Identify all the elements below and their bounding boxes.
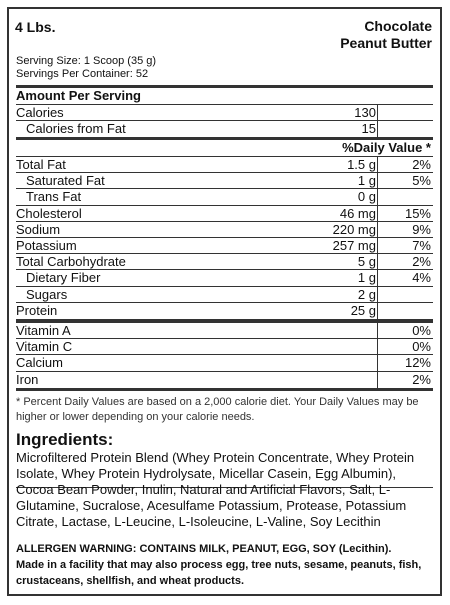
nutrient-name: Potassium (16, 238, 77, 253)
daily-value-label: %Daily Value * (342, 140, 431, 155)
container-size: 4 Lbs. (15, 19, 56, 35)
facility-warning: Made in a facility that may also process egg, tree nuts, sesame, peanuts, fish, crustaceans, shellfish, and wheat products. (16, 559, 422, 587)
nutrient-name: Sugars (26, 286, 68, 302)
nutrient-amount: 0 g (357, 189, 376, 205)
nutrient-amount: 220 mg (332, 221, 376, 237)
nutrient-row (16, 188, 433, 205)
nutrient-amount: 25 g (350, 302, 376, 318)
vitamin-percent: 12% (404, 355, 431, 371)
flavor-name (340, 18, 432, 52)
nutrition-facts-panel (7, 7, 442, 596)
vitamin-name: Vitamin A (16, 323, 71, 338)
calories-label: Calories (16, 105, 64, 120)
nutrient-percent: 2% (412, 157, 431, 172)
nutrient-name: Protein (16, 302, 58, 318)
nutrient-name: Sodium (16, 221, 61, 237)
flavor-line-1: Chocolate (364, 18, 432, 34)
cell-border (16, 372, 378, 388)
servings-per-container: Servings Per Container: 52 (16, 68, 149, 80)
nutrient-amount: 257 mg (332, 238, 376, 253)
cell-border (16, 287, 378, 303)
divider-thick (16, 388, 433, 391)
nutrient-percent: 5% (412, 173, 431, 189)
nutrient-percent: 4% (412, 270, 431, 286)
daily-value-header (16, 140, 433, 156)
nutrient-row (16, 156, 433, 173)
ingredients-text: Microfiltered Protein Blend (Whey Protein Concentrate, Whey Protein Isolate, Whey Protein Hydrolysate, Micellar Casein, Egg Albumin), Cocoa Bean Powder, Inulin, Natural and Artificial Flavors, Salt, L-Glutamine, Sucralose, Acesulfame Potassium, Protease, Potassium Citrate, Lactase, L-Leucine, L-Isoleucine, L-Valine, Soy Lecithin (16, 450, 415, 529)
nutrient-row (16, 286, 433, 303)
cell-border (16, 355, 378, 371)
nutrient-amount: 46 mg (339, 205, 376, 221)
nutrient-name: Saturated Fat (26, 173, 105, 189)
nutrient-row (16, 302, 433, 319)
nutrient-row (16, 269, 433, 286)
nutrient-name: Total Carbohydrate (16, 254, 126, 270)
nutrient-amount: 2 g (357, 286, 376, 302)
vitamin-row (16, 354, 433, 371)
vitamin-row (16, 322, 433, 339)
vitamin-percent: 2% (412, 371, 431, 387)
footnote: * Percent Daily Values are based on a 2,000 calorie diet. Your Daily Values may be higher or lower depending on your calorie needs. (16, 396, 419, 423)
nutrient-name: Cholesterol (16, 205, 82, 221)
vitamin-name: Vitamin C (16, 339, 73, 355)
nutrient-percent: 9% (412, 221, 431, 237)
nutrient-amount: 1.5 g (347, 157, 376, 172)
nutrient-amount: 1 g (357, 270, 376, 286)
ingredients-title: Ingredients: (16, 430, 114, 449)
vitamin-name: Iron (16, 371, 39, 387)
allergen-warning: ALLERGEN WARNING: CONTAINS MILK, PEANUT, EGG, SOY (Lecithin). (16, 543, 392, 555)
nutrient-row (16, 221, 433, 238)
calories-value: 130 (354, 105, 376, 120)
nutrient-name: Trans Fat (26, 189, 82, 205)
cell-border (16, 157, 378, 173)
serving-size: Serving Size: 1 Scoop (35 g) (16, 55, 157, 67)
nutrient-row (16, 237, 433, 254)
nutrient-percent: 15% (404, 205, 431, 221)
calories-fat-row (16, 120, 433, 137)
vitamin-percent: 0% (412, 339, 431, 355)
cell-border (16, 222, 378, 238)
nutrient-row (16, 253, 433, 270)
nutrient-name: Dietary Fiber (26, 270, 101, 286)
amount-per-serving: Amount Per Serving (16, 88, 141, 103)
calories-fat-label: Calories from Fat (26, 121, 126, 136)
vitamin-name: Calcium (16, 355, 63, 371)
vitamin-percent: 0% (412, 323, 431, 338)
cell-border (16, 105, 378, 121)
cell-border (16, 303, 378, 319)
calories-fat-value: 15 (361, 121, 376, 136)
vitamin-row (16, 371, 433, 388)
nutrient-percent: 7% (412, 238, 431, 253)
flavor-line-2: Peanut Butter (340, 35, 432, 51)
nutrient-row (16, 205, 433, 222)
nutrient-percent: 2% (412, 254, 431, 270)
nutrient-row (16, 172, 433, 189)
nutrient-amount: 5 g (357, 254, 376, 270)
nutrient-name: Total Fat (16, 157, 66, 172)
calories-row (16, 104, 433, 121)
nutrient-amount: 1 g (357, 173, 376, 189)
vitamin-row (16, 338, 433, 355)
